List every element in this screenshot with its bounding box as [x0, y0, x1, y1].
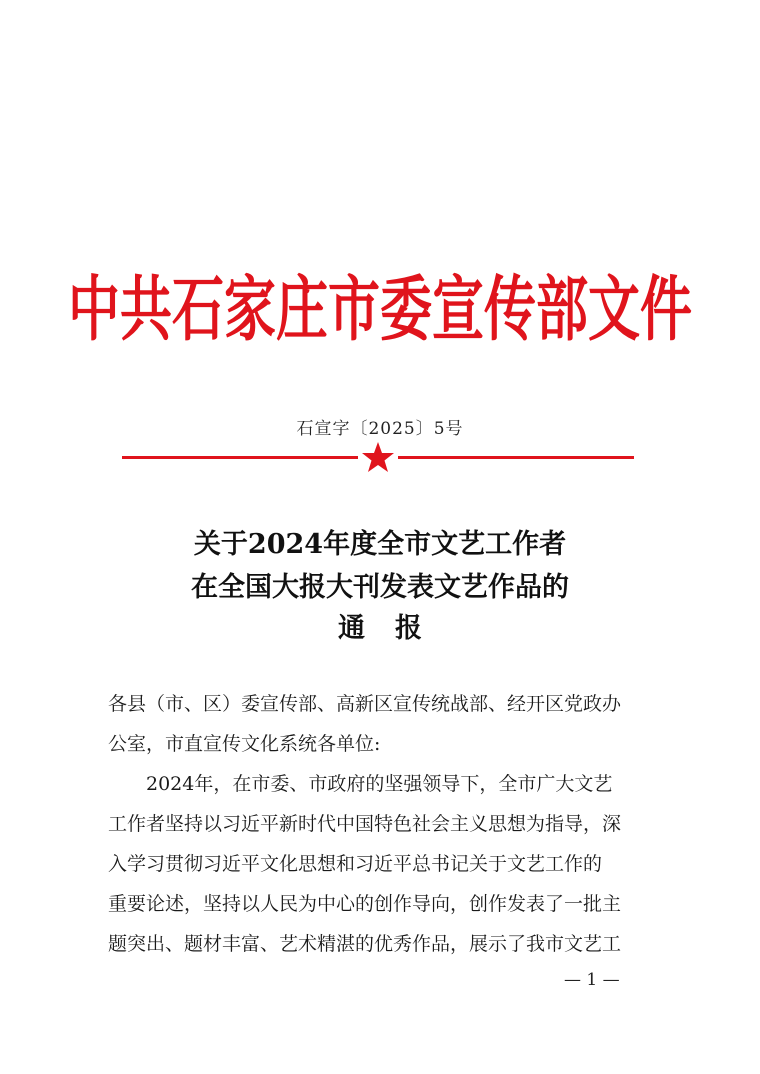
body-line: 重要论述，坚持以人民为中心的创作导向，创作发表了一批主 — [108, 893, 622, 915]
page-number: — 1 — — [564, 970, 620, 990]
body-line: 入学习贯彻习近平文化思想和习近平总书记关于文艺工作的 — [108, 853, 603, 875]
red-divider-left — [122, 456, 358, 459]
star-icon — [361, 440, 395, 474]
notice-title-line-2: 在全国大报大刊发表文艺作品的 — [191, 572, 569, 603]
body-line: 题突出、题材丰富、艺术精湛的优秀作品，展示了我市文艺工 — [108, 933, 622, 955]
masthead-title: 中共石家庄市委宣传部文件 — [67, 270, 692, 351]
body-line: 工作者坚持以习近平新时代中国特色社会主义思想为指导，深 — [108, 813, 622, 835]
document-number: 石宣字〔2025〕5号 — [296, 419, 464, 439]
notice-title-line-1: 关于2024年度全市文艺工作者 — [193, 529, 567, 560]
body-line: 各县（市、区）委宣传部、高新区宣传统战部、经开区党政办 — [108, 693, 622, 715]
notice-title-line-3: 通报 — [338, 613, 452, 644]
body-line: 公室，市直宣传文化系统各单位: — [108, 733, 381, 755]
red-divider-right — [398, 456, 634, 459]
body-line: 2024年，在市委、市政府的坚强领导下，全市广大文艺 — [108, 773, 613, 795]
